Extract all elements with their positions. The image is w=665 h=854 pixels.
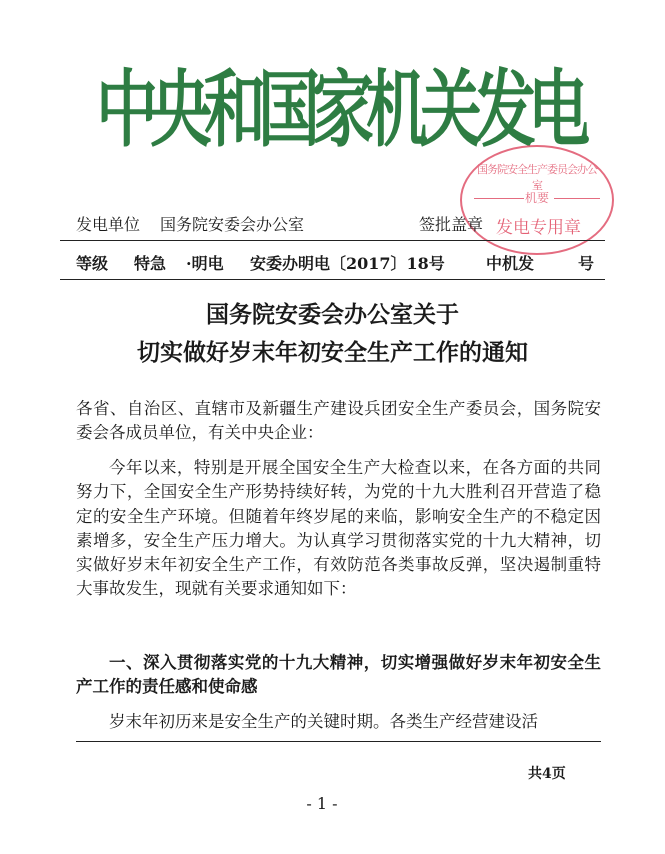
- sender-value: 国务院安委会办公室: [160, 215, 305, 234]
- document-title-line1: 国务院安委会办公室关于: [206, 302, 459, 328]
- stamp-middle-text: 机要: [524, 191, 549, 205]
- page-number: - 1 -: [306, 794, 338, 813]
- body-paragraph: 岁末年初历来是安全生产的关键时期。各类生产经营建设活: [109, 712, 538, 731]
- document-title-line2: 切实做好岁末年初安全生产工作的通知: [137, 340, 528, 366]
- stamp-bottom-text: 发电专用章: [496, 218, 581, 238]
- grade-label: 等级: [76, 254, 109, 273]
- addressee: 各省、自治区、直辖市及新疆生产建设兵团安全生产委员会，国务院安委会各成员单位，有关中央企业：: [76, 399, 601, 443]
- grade-row: [76, 251, 601, 273]
- document-number: 安委办明电〔2017〕18号: [250, 254, 445, 273]
- telegram-mode: ·明电: [186, 254, 224, 273]
- transmit-label: 中机发: [486, 254, 535, 273]
- stamp-org-text: 国务院安全生产委员会办公室: [477, 163, 597, 192]
- official-seal-stamp: [460, 145, 614, 255]
- header-divider-bottom: [60, 279, 605, 280]
- stamp-divider-right: [554, 198, 600, 199]
- urgency-value: 特急: [134, 254, 167, 273]
- masthead-title: 中央和国家机关发电: [96, 60, 583, 159]
- sender-label: 发电单位: [76, 215, 141, 234]
- section-heading: 一、深入贯彻落实党的十九大精神，切实增强做好岁末年初安全生产工作的责任感和使命感: [76, 653, 601, 697]
- total-pages: 共4页: [528, 766, 566, 782]
- footer-divider: [76, 741, 601, 742]
- header-divider-top: [60, 240, 605, 241]
- transmit-number-suffix: 号: [578, 254, 595, 273]
- sender-row: [76, 212, 601, 234]
- sign-label: 签批盖章: [419, 215, 484, 234]
- body-paragraph: 今年以来，特别是开展全国安全生产大检查以来，在各方面的共同努力下，全国安全生产形势持续好转，为党的十九大胜利召开营造了稳定的安全生产环境。但随着年终岁尾的来临，影响安全生产的不稳定因素增多，安全生产压力增大。为认真学习贯彻落实党的十九大精神，切实做好岁末年初安全生产工作，有效防范各类事故反弹，坚决遏制重特大事故发生，现就有关要求通知如下：: [76, 458, 601, 599]
